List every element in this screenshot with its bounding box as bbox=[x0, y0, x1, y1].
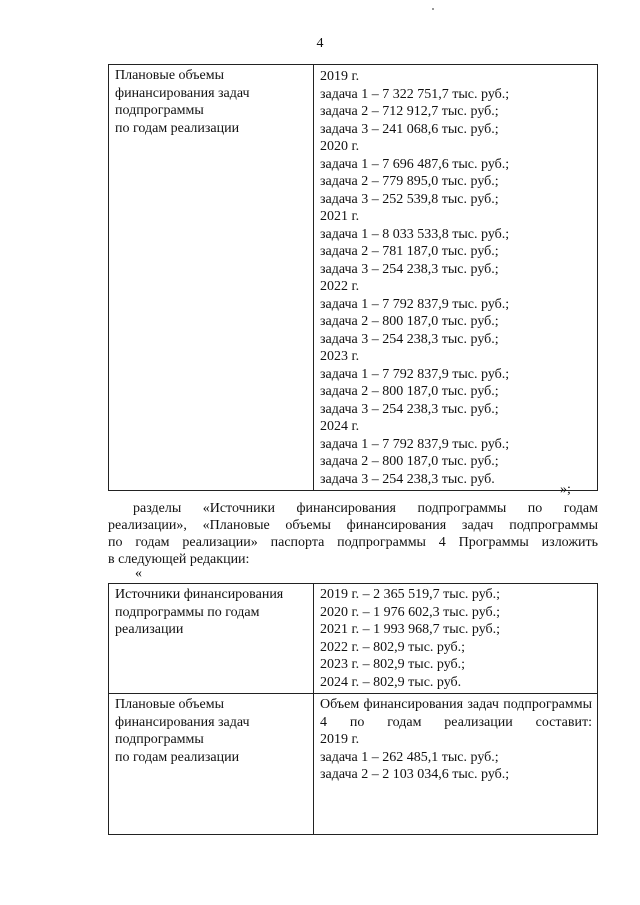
table-cell-label bbox=[109, 584, 314, 694]
table-row bbox=[109, 65, 598, 491]
year-line: 2022 г. bbox=[320, 279, 360, 294]
task-line: задача 1 – 8 033 533,8 тыс. руб.; bbox=[320, 226, 510, 242]
year-line: 2023 г. – 802,9 тыс. руб.; bbox=[320, 657, 466, 672]
task-line: задача 3 – 254 238,3 тыс. руб. bbox=[320, 471, 495, 487]
year-line: 2022 г. – 802,9 тыс. руб.; bbox=[320, 639, 466, 655]
task-line: задача 1 – 7 792 837,9 тыс. руб.; bbox=[320, 366, 510, 382]
year-line: 2021 г. – 1 993 968,7 тыс. руб.; bbox=[320, 622, 501, 637]
task-line: задача 1 – 7 792 837,9 тыс. руб.; bbox=[320, 436, 510, 452]
year-line: 2021 г. bbox=[320, 209, 360, 224]
cell-line: финансирования задач bbox=[115, 85, 250, 101]
table-cell-values bbox=[314, 694, 598, 835]
task-line: задача 2 – 779 895,0 тыс. руб.; bbox=[320, 174, 499, 189]
cell-line: подпрограммы bbox=[115, 103, 204, 118]
table-cell-values bbox=[314, 584, 598, 694]
year-line: 2019 г. – 2 365 519,7 тыс. руб.; bbox=[320, 587, 501, 602]
year-line: 2024 г. – 802,9 тыс. руб. bbox=[320, 674, 462, 690]
table-cell-label bbox=[109, 65, 314, 491]
page-number: 4 bbox=[316, 36, 324, 51]
year-line: 2019 г. bbox=[320, 732, 360, 747]
table-row bbox=[109, 694, 598, 835]
task-line: задача 1 – 7 322 751,7 тыс. руб.; bbox=[320, 86, 510, 102]
cell-line: Плановые объемы bbox=[115, 697, 225, 712]
task-line: задача 2 – 712 912,7 тыс. руб.; bbox=[320, 104, 499, 119]
task-line: задача 3 – 241 068,6 тыс. руб.; bbox=[320, 121, 499, 137]
cell-line: по годам реализации bbox=[115, 749, 240, 765]
cell-line: по годам реализации bbox=[115, 120, 240, 136]
funding-table-continued bbox=[108, 64, 598, 491]
cell-line: подпрограммы bbox=[115, 732, 204, 747]
table-cell-label bbox=[109, 694, 314, 835]
task-line: задача 1 – 262 485,1 тыс. руб.; bbox=[320, 749, 499, 765]
task-line: задача 3 – 254 238,3 тыс. руб.; bbox=[320, 261, 499, 277]
body-paragraph bbox=[108, 500, 598, 568]
cell-intro-text: Объем финансирования задач подпрограммы 4 по годам реализации составит: bbox=[320, 697, 592, 730]
closing-quote: »; bbox=[560, 482, 571, 497]
task-line: задача 2 – 800 187,0 тыс. руб.; bbox=[320, 384, 499, 399]
task-line: задача 3 – 252 539,8 тыс. руб.; bbox=[320, 191, 499, 207]
task-line: задача 2 – 781 187,0 тыс. руб.; bbox=[320, 244, 499, 259]
year-line: 2023 г. bbox=[320, 349, 360, 364]
cell-line: Плановые объемы bbox=[115, 68, 225, 83]
task-line: задача 1 – 7 696 487,6 тыс. руб.; bbox=[320, 156, 510, 172]
paragraph-line: разделы «Источники финансирования подпрограммы по годам bbox=[133, 501, 598, 516]
task-line: задача 2 – 2 103 034,6 тыс. руб.; bbox=[320, 767, 510, 782]
task-line: задача 1 – 7 792 837,9 тыс. руб.; bbox=[320, 296, 510, 312]
table-row bbox=[109, 584, 598, 694]
cell-line: подпрограммы по годам bbox=[115, 604, 260, 620]
cell-line: Источники финансирования bbox=[115, 587, 284, 602]
cell-line: финансирования задач bbox=[115, 714, 250, 730]
paragraph-line: по годам реализации» паспорта подпрограммы 4 Программы изложить bbox=[108, 535, 598, 550]
paragraph-line: в следующей редакции: bbox=[108, 552, 250, 567]
opening-quote: « bbox=[135, 566, 142, 581]
year-line: 2019 г. bbox=[320, 69, 360, 84]
task-line: задача 3 – 254 238,3 тыс. руб.; bbox=[320, 401, 499, 417]
cell-line: реализации bbox=[115, 622, 184, 637]
table-cell-values bbox=[314, 65, 598, 491]
funding-table-new bbox=[108, 583, 598, 835]
scan-speck bbox=[432, 8, 434, 10]
year-line: 2020 г. bbox=[320, 139, 360, 154]
task-line: задача 2 – 800 187,0 тыс. руб.; bbox=[320, 314, 499, 329]
year-line: 2024 г. bbox=[320, 419, 360, 434]
paragraph-line: реализации», «Плановые объемы финансирования задач подпрограммы bbox=[108, 518, 598, 533]
year-line: 2020 г. – 1 976 602,3 тыс. руб.; bbox=[320, 604, 501, 620]
task-line: задача 2 – 800 187,0 тыс. руб.; bbox=[320, 454, 499, 469]
task-line: задача 3 – 254 238,3 тыс. руб.; bbox=[320, 331, 499, 347]
